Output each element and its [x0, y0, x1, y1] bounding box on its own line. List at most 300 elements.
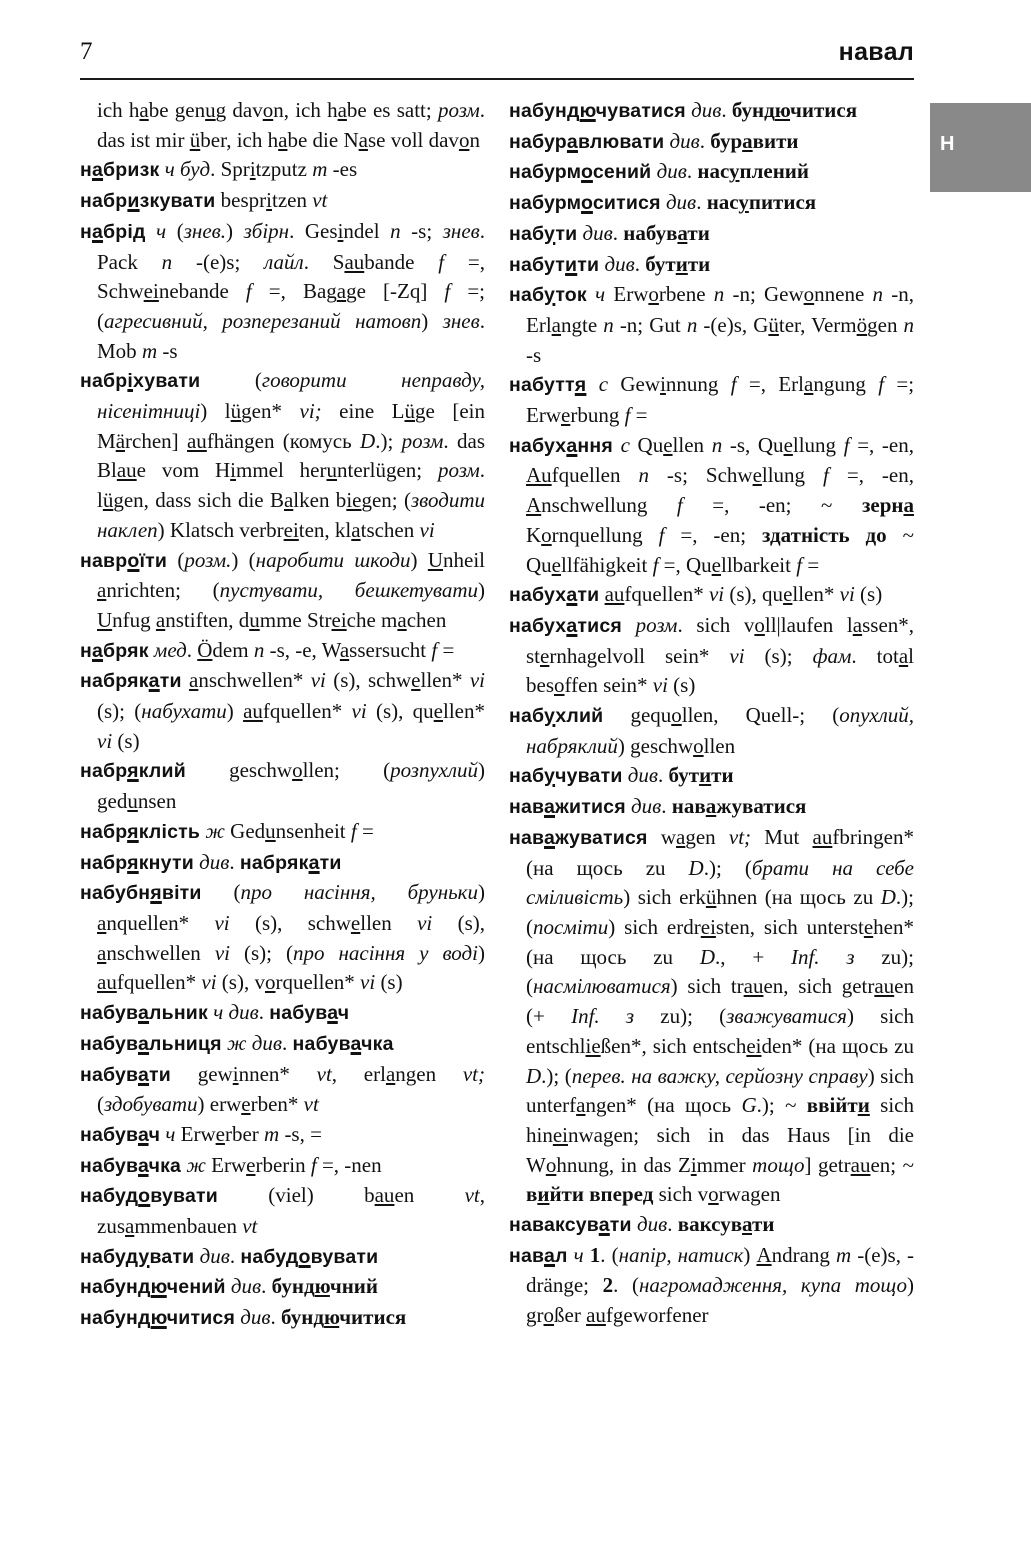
headword-part: чка: [361, 1032, 394, 1055]
entry-text: (s), qu: [724, 582, 784, 607]
entry-text: llen*: [792, 582, 840, 607]
headword-part: ч: [148, 1123, 161, 1146]
entry-text: ж: [205, 818, 225, 843]
entry-text: [146, 219, 157, 243]
entry-text: знев.: [183, 218, 227, 243]
headword-part: я: [150, 882, 162, 905]
entry-text: (s), schw: [229, 910, 351, 935]
entry-text: n, ich h: [273, 98, 338, 122]
dictionary-entry: [509, 580, 914, 611]
entry-text: а: [742, 128, 753, 153]
headword-part: у: [544, 765, 556, 788]
entry-text: hnen (на щось zu: [716, 885, 881, 910]
entry-text: m: [141, 338, 158, 363]
entry-text: o: [264, 970, 276, 995]
dictionary-entry: [80, 848, 485, 879]
entry-text: fquellen: [551, 463, 639, 488]
entry-text: llung: [761, 463, 824, 488]
entry-text: про насіння, бруньки: [240, 880, 478, 905]
dictionary-entry: [80, 155, 485, 186]
headword-part: л: [555, 1244, 568, 1267]
entry-text: фам: [812, 643, 852, 668]
entry-text: n: [390, 218, 401, 243]
dictionary-entry: [80, 756, 485, 816]
headword-part: а: [543, 796, 556, 819]
entry-text: a: [337, 98, 347, 122]
dictionary-entry: [509, 761, 914, 792]
entry-text: gen, dass sich die B: [113, 488, 284, 513]
headword-part: нав: [509, 826, 544, 849]
entry-text: f: [245, 279, 252, 304]
entry-text: розм: [437, 458, 480, 483]
entry-text: Ged: [224, 818, 266, 843]
dictionary-entry: [80, 186, 485, 217]
entry-text: див: [582, 220, 613, 245]
entry-text: vi: [310, 668, 326, 693]
entry-text: ): [226, 218, 244, 243]
entry-text: nschwellung: [541, 493, 677, 518]
entry-text: n: [903, 312, 915, 337]
entry-text: (s); (: [229, 940, 293, 965]
entry-text: (s), qu: [366, 699, 434, 724]
entry-text: ich h: [97, 98, 140, 122]
entry-text: ) ged: [97, 758, 485, 814]
entry-text: Erw: [605, 282, 649, 307]
entry-text: D: [526, 1063, 542, 1088]
entry-text: e: [540, 643, 550, 668]
entry-text: ge [-Zq]: [346, 279, 445, 304]
entry-text: ßer: [554, 1303, 587, 1328]
entry-text: -(e)s, G: [697, 312, 769, 337]
entry-text: vi: [708, 582, 725, 607]
dictionary-entry: [80, 1120, 485, 1151]
headword-part: а: [138, 1002, 150, 1025]
entry-text: nsenheit: [275, 818, 351, 843]
headword-part: набр: [80, 851, 128, 874]
entry-text: be es satt;: [346, 98, 438, 122]
entry-text: a: [139, 98, 149, 122]
entry-text: u: [205, 98, 216, 122]
entry-text: o: [693, 733, 704, 758]
entry-text: fgeworfener: [605, 1303, 709, 1328]
entry-text: =: [437, 637, 455, 662]
entry-text: (: [201, 880, 241, 905]
entry-text: se voll dav: [367, 127, 459, 152]
entry-text: en (+: [526, 974, 914, 1029]
entry-text: .: [696, 190, 707, 215]
entry-text: агресивний, розперезаний натовп: [104, 308, 422, 333]
entry-text: gew: [171, 1061, 233, 1086]
headword-part: а: [543, 826, 556, 849]
thumb-index-tab: [930, 103, 1031, 192]
entry-text: ти: [711, 763, 734, 788]
entry-text: be die N: [287, 127, 359, 152]
headword-part: н: [80, 159, 92, 182]
headword-part: я: [127, 820, 139, 843]
entry-text: au: [116, 458, 137, 483]
entry-text: а: [742, 1212, 753, 1237]
entry-text: a: [283, 488, 294, 513]
entry-text: vt: [312, 188, 328, 213]
entry-text: ngung: [813, 372, 879, 397]
entry-text: au: [586, 1303, 606, 1328]
entry-text: hen* (на щось zu: [526, 914, 914, 969]
entry-text: vi;: [299, 399, 322, 424]
entry-text: 2: [602, 1273, 614, 1298]
entry-text: ): [226, 699, 244, 724]
headword-part: наб: [509, 222, 545, 245]
entry-text: [622, 613, 636, 637]
dictionary-entry: [80, 666, 485, 756]
entry-text: збірн: [243, 218, 290, 243]
entry-text: A: [756, 1242, 772, 1267]
dictionary-entry: [80, 1303, 485, 1334]
entry-text: йти вперед: [549, 1182, 654, 1207]
entry-text: ü: [189, 127, 201, 152]
entry-text: [586, 372, 598, 396]
entry-text: A: [526, 493, 542, 518]
entry-text: g dav: [215, 98, 263, 122]
headword-part: а: [598, 1214, 610, 1237]
entry-text: f: [350, 818, 357, 843]
entry-text: лайл: [264, 249, 304, 274]
headword-part: набув: [80, 1032, 138, 1055]
entry-text: o: [671, 703, 682, 728]
entry-text: e: [551, 552, 561, 577]
entry-text: nnen*: [238, 1061, 317, 1086]
entry-text: (s);: [744, 643, 813, 668]
headword-part: набр: [80, 820, 128, 843]
entry-text: bande: [364, 249, 439, 274]
headword-part: а: [91, 220, 104, 243]
entry-text: vt: [464, 1183, 480, 1208]
entry-text: lken b: [293, 488, 347, 513]
entry-text: розм: [635, 612, 678, 637]
entry-text: au: [374, 1183, 395, 1208]
entry-text: u: [127, 789, 138, 814]
entry-text: llen: [672, 432, 712, 457]
entry-text: ngen* (на щось: [585, 1093, 742, 1118]
entry-text: f: [624, 403, 631, 428]
entry-text: ä: [115, 428, 126, 453]
headword-part: влювати: [577, 130, 665, 153]
entry-text: . Mob: [97, 308, 485, 363]
headword-part: а: [566, 614, 578, 637]
entry-text: rwagen: [718, 1182, 781, 1207]
entry-text: llen*: [420, 668, 470, 693]
headword-part: ти: [609, 1214, 632, 1237]
entry-text: m: [835, 1242, 852, 1267]
headword-part: а: [138, 1063, 150, 1086]
entry-text: .: [667, 1212, 678, 1237]
entry-text: опухлий, набряклий: [526, 703, 914, 758]
entry-text: ndrang: [771, 1242, 836, 1267]
entry-text: hnung, in das Z: [556, 1152, 691, 1177]
dictionary-entry: [509, 188, 914, 219]
entry-text: с: [620, 432, 630, 457]
entry-text: бунд: [731, 98, 775, 122]
entry-text: rber: [224, 1121, 265, 1146]
headword-part: брід: [103, 220, 146, 243]
entry-text: ю: [314, 1274, 330, 1299]
entry-text: K: [526, 522, 542, 547]
entry-text: f: [438, 249, 445, 274]
entry-text: =, -nen: [316, 1152, 382, 1177]
entry-text: vi: [469, 668, 485, 693]
headword-part: ч: [337, 1002, 350, 1025]
headword-part: а: [566, 584, 578, 607]
entry-text: m: [312, 157, 328, 182]
entry-text: rbung: [570, 403, 625, 428]
entry-text: au: [874, 974, 895, 999]
entry-text: vi: [839, 582, 855, 607]
headword-part: набуд: [240, 1245, 299, 1268]
entry-text: vi: [201, 970, 217, 995]
entry-text: e: [350, 910, 361, 935]
entry-text: D: [699, 944, 716, 969]
headword-part: набув: [269, 1002, 328, 1025]
headword-part: набух: [509, 584, 567, 607]
entry-text: ei: [552, 1122, 568, 1147]
entry-text: ч: [165, 1121, 176, 1146]
entry-text: ): [478, 940, 485, 965]
entry-text: =, Schw: [97, 249, 485, 304]
entry-text: gen: [867, 312, 904, 337]
headword-part: о: [138, 1185, 151, 1208]
entry-text: vt;: [462, 1061, 485, 1086]
entry-text: m: [264, 1121, 280, 1146]
entry-text: знев: [442, 218, 480, 243]
entry-text: a: [385, 1061, 396, 1086]
entry-text: o: [262, 98, 274, 122]
entry-text: (s),: [432, 910, 485, 935]
headword-part: набув: [80, 1123, 138, 1146]
entry-text: .: [699, 128, 711, 153]
dictionary-entry: [80, 817, 485, 848]
entry-text: ) sich unterf: [526, 1063, 915, 1118]
entry-text: n: [872, 282, 884, 307]
entry-text: розм.: [184, 547, 232, 572]
entry-text: нав: [671, 794, 706, 819]
dictionary-entry: [80, 217, 485, 367]
entry-text: ти: [752, 1212, 775, 1237]
entry-text: зерн: [861, 493, 904, 518]
running-head: навал: [838, 38, 914, 66]
headword-part: набув: [80, 1063, 138, 1086]
entry-text: fquellen*: [624, 582, 709, 607]
entry-text: i: [249, 157, 256, 182]
entry-text: o: [545, 1152, 557, 1177]
entry-text: а: [677, 220, 688, 245]
entry-text: (s); (: [97, 699, 142, 724]
headword-part: а: [543, 1244, 556, 1267]
headword-part: а: [91, 639, 104, 662]
entry-text: .: [270, 1305, 282, 1330]
entry-text: ) gr: [526, 1273, 914, 1328]
entry-text: au: [344, 249, 365, 274]
headword-part: сений: [592, 161, 652, 184]
entry-text: Gew: [608, 372, 661, 397]
headword-part: чений: [166, 1276, 226, 1299]
entry-text: zu); (: [634, 1004, 727, 1029]
entry-text: здатність до: [761, 522, 887, 547]
entry-text: nwagen; sich in das Haus [in die W: [526, 1122, 914, 1177]
entry-text: a: [852, 612, 863, 637]
dictionary-entry: [80, 1242, 485, 1273]
entry-text: ei: [143, 279, 159, 304]
entry-text: n: [638, 463, 649, 488]
entry-text: ßen*, sich entsch: [600, 1033, 747, 1058]
headword-part: а: [308, 851, 320, 874]
entry-text: e: [663, 432, 673, 457]
headword-part: а: [566, 130, 578, 153]
entry-text: fhängen (комусь: [206, 428, 361, 453]
entry-text: gen: [685, 824, 729, 849]
headword-part: набух: [509, 434, 567, 457]
entry-text: ndel: [343, 218, 391, 243]
entry-text: a: [351, 517, 361, 542]
headword-part: ти: [149, 1063, 171, 1086]
entry-text: с: [598, 372, 609, 397]
headword-part: у: [544, 705, 556, 728]
headword-part: набр: [80, 370, 128, 393]
entry-text: насмілюватися: [533, 974, 671, 999]
entry-text: .); (: [526, 885, 914, 939]
entry-text: вити: [752, 128, 799, 153]
entry-text: .: [612, 220, 624, 245]
entry-text: ll|laufen l: [764, 612, 853, 637]
entry-text: напір, натиск: [618, 1242, 744, 1267]
entry-text: nfug: [112, 607, 156, 632]
entry-text: ): [421, 308, 443, 333]
entry-text: бур: [710, 128, 743, 153]
entry-text: en: [394, 1183, 465, 1208]
entry-text: -(e)s, -dränge;: [526, 1242, 914, 1298]
headword-part: набур: [509, 130, 567, 153]
headword-part: а: [138, 1123, 149, 1146]
entry-text: u: [249, 607, 260, 632]
entry-text: mmenbauen: [134, 1214, 243, 1239]
entry-text: (viel) b: [217, 1183, 375, 1208]
entry-text: llbarkeit: [721, 552, 797, 577]
entry-text: ): [478, 880, 485, 905]
entry-text: e: [752, 463, 762, 488]
headword-part: і: [127, 370, 134, 393]
entry-text: ber, ich h: [200, 127, 279, 152]
entry-text: vi: [214, 940, 230, 965]
entry-text: ) l: [200, 399, 231, 424]
headword-part: читися: [166, 1307, 236, 1330]
entry-text: ngte: [560, 312, 604, 337]
entry-text: ) sich tr: [670, 974, 744, 999]
headword-part: о: [127, 549, 140, 572]
entry-text: (: [97, 1092, 104, 1117]
entry-text: ö: [856, 312, 868, 337]
entry-text: vi: [360, 970, 376, 995]
entry-text: e: [246, 1152, 256, 1177]
entry-text: vi: [97, 728, 113, 753]
entry-text: o: [754, 612, 765, 637]
entry-text: ): [478, 578, 485, 603]
headword-part: наб: [509, 284, 545, 307]
entry-text: mmer: [696, 1152, 753, 1177]
entry-text: gen*: [241, 399, 300, 424]
headword-part: набр: [80, 190, 128, 213]
entry-text: -s, -e, W: [264, 637, 340, 662]
entry-text: =, -en;: [664, 522, 762, 547]
entry-text: llen; (: [302, 758, 391, 783]
entry-text: ч: [595, 282, 606, 307]
entry-text: a: [125, 1214, 135, 1239]
entry-text: be gen: [148, 98, 206, 122]
dictionary-entry: [509, 219, 914, 250]
entry-text: див: [691, 98, 722, 122]
entry-text: ei: [331, 607, 347, 632]
entry-text: =, -en,: [828, 463, 914, 488]
dictionary-entry: [509, 250, 914, 281]
page-header: [80, 34, 914, 80]
entry-text: , erl: [331, 1061, 386, 1086]
entry-text: ter, Verm: [778, 312, 857, 337]
entry-text: ~ Qu: [526, 522, 914, 577]
entry-text: n: [713, 282, 725, 307]
entry-text: . das ist mir: [97, 98, 486, 152]
dictionary-entry: [80, 366, 485, 545]
headword-part: набряк: [239, 851, 309, 874]
entry-text: а: [903, 493, 914, 518]
entry-text: посміти: [533, 914, 609, 939]
entry-text: .: [721, 98, 732, 122]
entry-continuation: [80, 96, 485, 155]
headword-part: о: [581, 161, 593, 184]
entry-text: vt: [303, 1092, 319, 1117]
entry-text: dem: [212, 637, 254, 662]
entry-text: o: [554, 673, 565, 698]
headword-part: нав: [509, 796, 544, 819]
headword-part: ю: [150, 1276, 167, 1299]
entry-text: vi: [214, 910, 230, 935]
headword-part: клість: [138, 820, 201, 843]
entry-text: нас: [706, 190, 739, 215]
entry-text: зводити наклеп: [97, 488, 486, 542]
entry-text: mme Str: [259, 607, 332, 632]
headword-part: набув: [292, 1032, 351, 1055]
entry-text: -n, Erl: [526, 282, 914, 337]
entry-text: chen: [406, 607, 447, 632]
entry-text: ти: [687, 251, 711, 276]
entry-text: . l: [97, 458, 486, 513]
entry-text: . sich v: [677, 612, 755, 637]
entry-text: sten, sich unterst: [715, 914, 864, 939]
headword-part: їти: [139, 549, 168, 572]
entry-text: =, -en,: [849, 432, 914, 457]
entry-text: =: [356, 818, 374, 843]
entry-text: чний: [329, 1274, 379, 1299]
entry-text: fbringen* (на щось zu: [526, 824, 914, 880]
headword-part: ння: [577, 434, 613, 457]
entry-text: ge [ein M: [97, 399, 485, 453]
entry-text: див: [627, 763, 659, 788]
entry-text: .); ~: [756, 1093, 807, 1118]
entry-text: vi: [417, 910, 433, 935]
entry-text: . (: [613, 1273, 640, 1298]
entry-text: бунд: [281, 1305, 324, 1330]
entry-text: ч буд: [164, 157, 211, 182]
headword-part: я: [574, 374, 587, 397]
entry-text: llen, Quell-; (: [681, 703, 840, 728]
entry-text: au: [186, 428, 207, 453]
entry-text: e: [241, 1092, 251, 1117]
